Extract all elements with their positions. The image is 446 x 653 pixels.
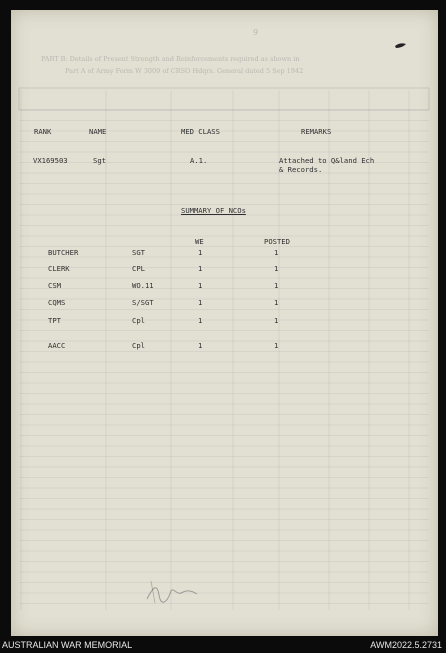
header-rank: RANK	[34, 127, 52, 136]
header-remarks: REMARKS	[301, 127, 332, 136]
faded-header-line-1: PART B: Details of Present Strength and Reinforcements required as shown in	[41, 55, 300, 63]
summary-rank: Cpl	[132, 316, 145, 325]
entry-med-class: A.1.	[190, 156, 208, 165]
signature	[143, 577, 203, 607]
summary-rank: S/SGT	[132, 298, 154, 307]
summary-we: 1	[198, 341, 203, 350]
ink-mark-icon	[394, 40, 408, 50]
summary-we: 1	[198, 248, 203, 257]
footer-accession: AWM2022.5.2731	[370, 640, 442, 650]
summary-rank: WO.11	[132, 281, 154, 290]
header-med-class: MED CLASS	[181, 127, 220, 136]
summary-we: 1	[198, 281, 203, 290]
summary-trade: CSM	[48, 281, 61, 290]
summary-rank: Cpl	[132, 341, 145, 350]
document-page	[11, 10, 438, 636]
summary-posted: 1	[274, 264, 279, 273]
summary-trade: CQMS	[48, 298, 66, 307]
summary-trade: CLERK	[48, 264, 70, 273]
entry-remarks-line-1: Attached to Q&land Ech	[279, 156, 375, 165]
entry-rank: Sgt	[93, 156, 106, 165]
summary-we: 1	[198, 298, 203, 307]
entry-remarks-line-2: & Records.	[279, 165, 323, 174]
background-form-grid	[11, 10, 438, 636]
summary-col-we: WE	[195, 237, 204, 246]
summary-rank: CPL	[132, 264, 145, 273]
summary-rank: SGT	[132, 248, 145, 257]
faded-header-line-2: Part A of Army Form W 3009 of CRSO Hdqrs. General dated 5 Sep 1942	[65, 67, 304, 75]
faded-page-mark: 9	[253, 28, 259, 37]
summary-trade: BUTCHER	[48, 248, 79, 257]
summary-posted: 1	[274, 281, 279, 290]
summary-title: SUMMARY OF NCOs	[181, 206, 246, 215]
header-name: NAME	[89, 127, 107, 136]
summary-posted: 1	[274, 298, 279, 307]
summary-posted: 1	[274, 248, 279, 257]
summary-trade: TPT	[48, 316, 61, 325]
summary-posted: 1	[274, 316, 279, 325]
summary-we: 1	[198, 316, 203, 325]
summary-we: 1	[198, 264, 203, 273]
summary-col-posted: POSTED	[264, 237, 290, 246]
footer-institution: AUSTRALIAN WAR MEMORIAL	[2, 640, 133, 650]
entry-number: VX169503	[33, 156, 68, 165]
summary-trade: AACC	[48, 341, 66, 350]
summary-posted: 1	[274, 341, 279, 350]
